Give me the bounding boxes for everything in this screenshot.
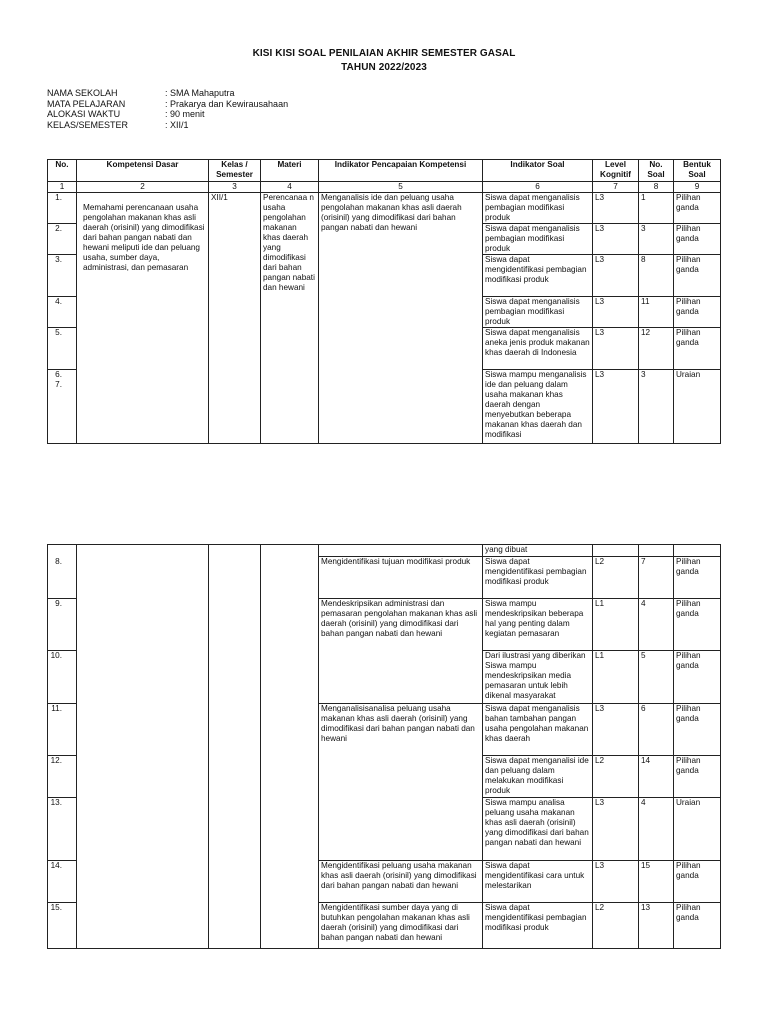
- row-number: 4.: [48, 297, 77, 328]
- no-soal-cell: 3: [639, 370, 674, 444]
- bentuk-soal-cell: Pilihan ganda: [674, 557, 721, 599]
- level-cell: L2: [593, 557, 639, 599]
- indikator-soal-cell: Siswa dapat menganalisis pembagian modifikasi produk: [483, 297, 593, 328]
- level-cell: L3: [593, 328, 639, 370]
- indikator-soal-cell: Siswa dapat menganalisis pembagian modifikasi produk: [483, 224, 593, 255]
- document-info: [47, 88, 288, 130]
- header-ipk: Indikator Pencapaian Kompetensi: [319, 160, 483, 182]
- bentuk-soal-cell: Pilihan ganda: [674, 861, 721, 903]
- info-value: : XII/1: [165, 119, 189, 130]
- no-soal-cell: 8: [639, 255, 674, 297]
- kelas-cell: XII/1: [209, 193, 261, 444]
- table-row: [48, 557, 721, 599]
- materi-cell: [261, 557, 319, 949]
- indikator-soal-cell: Siswa dapat menganalisis aneka jenis produk makanan khas daerah di Indonesia: [483, 328, 593, 370]
- row-number: 1.: [48, 193, 77, 224]
- no-soal-cell: 1: [639, 193, 674, 224]
- row-number: 5.: [48, 328, 77, 370]
- col-number: 8: [639, 182, 674, 193]
- level-cell: L1: [593, 651, 639, 704]
- ipk-cell: Menganalisis ide dan peluang usaha pengolahan makanan khas asli daerah (orisinil) yang dimodifikasi dari bahan pangan nabati dan hewani: [319, 193, 483, 444]
- info-value: : Prakarya dan Kewirausahaan: [165, 98, 289, 109]
- no-soal-cell: 4: [639, 599, 674, 651]
- bentuk-soal-cell: Pilihan ganda: [674, 599, 721, 651]
- bentuk-soal-cell: Uraian: [674, 370, 721, 444]
- col-number: 9: [674, 182, 721, 193]
- header-kelas: Kelas / Semester: [209, 160, 261, 182]
- kompetensi-dasar-cell: Memahami perencanaan usaha pengolahan makanan khas asli daerah (orisinil) yang dimodifikasi dari bahan pangan nabati dan hewani meliputi ide dan peluang usaha, sumber daya, administrasi, dan pemasaran: [77, 193, 209, 444]
- empty-cell: [593, 545, 639, 557]
- indikator-soal-cell: Siswa dapat mengidentifikasi pembagian modifikasi produk: [483, 903, 593, 949]
- row-number: 13.: [48, 798, 77, 861]
- indikator-soal-cell: Siswa mampu analisa peluang usaha makanan khas asli daerah (orisinil) yang dimodifikasi dari bahan pangan nabati dan hewani: [483, 798, 593, 861]
- row-number: 8.: [48, 557, 77, 599]
- continuation-row: [48, 545, 721, 557]
- no-soal-cell: 11: [639, 297, 674, 328]
- info-label: KELAS/SEMESTER: [47, 119, 129, 130]
- row-number: 10.: [48, 651, 77, 704]
- level-cell: L3: [593, 193, 639, 224]
- info-row-class: [47, 120, 288, 131]
- row-number-pair: [48, 370, 77, 444]
- info-label: NAMA SEKOLAH: [47, 88, 118, 98]
- no-soal-cell: 6: [639, 704, 674, 756]
- level-cell: L3: [593, 798, 639, 861]
- level-cell: L1: [593, 599, 639, 651]
- indikator-soal-cell: Siswa dapat menganalisis bahan tambahan pangan usaha pengolahan makanan khas daerah: [483, 704, 593, 756]
- indikator-soal-cell: Siswa dapat mengidentifikasi pembagian modifikasi produk: [483, 557, 593, 599]
- info-value: : SMA Mahaputra: [165, 88, 235, 98]
- grid-table-page2: [47, 544, 721, 949]
- row-number: 15.: [48, 903, 77, 949]
- col-number: 5: [319, 182, 483, 193]
- indikator-soal-continuation: yang dibuat: [483, 545, 593, 557]
- ipk-cell: Menganalisisanalisa peluang usaha makanan khas asli daerah (orisinil) yang dimodifikasi dari bahan pangan nabati dan hewani: [319, 704, 483, 861]
- info-value: : 90 menit: [165, 109, 205, 119]
- header-row: [48, 160, 721, 182]
- bentuk-soal-cell: Pilihan ganda: [674, 193, 721, 224]
- bentuk-soal-cell: Pilihan ganda: [674, 328, 721, 370]
- col-number: 7: [593, 182, 639, 193]
- bentuk-soal-cell: Pilihan ganda: [674, 651, 721, 704]
- grid-table-page1: [47, 159, 721, 444]
- col-number: 2: [77, 182, 209, 193]
- level-cell: L3: [593, 255, 639, 297]
- info-label: ALOKASI WAKTU: [47, 109, 121, 119]
- indikator-soal-cell: Siswa dapat menganalisis pembagian modifikasi produk: [483, 193, 593, 224]
- bentuk-soal-cell: Pilihan ganda: [674, 903, 721, 949]
- bentuk-soal-cell: Pilihan ganda: [674, 297, 721, 328]
- table-row: [48, 193, 721, 224]
- header-no-soal: No. Soal: [639, 160, 674, 182]
- indikator-soal-cell: Siswa mampu menganalisis ide dan peluang dalam usaha makanan khas daerah dengan menyebutkan beberapa makanan khas daerah dan modifikasi: [483, 370, 593, 444]
- info-label: MATA PELAJARAN: [47, 98, 126, 109]
- indikator-soal-cell: Siswa dapat menganalisi ide dan peluang dalam melakukan modifikasi produk: [483, 756, 593, 798]
- bentuk-soal-cell: Pilihan ganda: [674, 224, 721, 255]
- no-soal-cell: 3: [639, 224, 674, 255]
- no-soal-cell: 12: [639, 328, 674, 370]
- header-no: No.: [48, 160, 77, 182]
- empty-cell: [77, 545, 209, 557]
- empty-cell: [674, 545, 721, 557]
- no-soal-cell: 15: [639, 861, 674, 903]
- row-number: 6.: [55, 370, 62, 379]
- no-soal-cell: 5: [639, 651, 674, 704]
- indikator-soal-cell: Siswa dapat mengidentifikasi pembagian modifikasi produk: [483, 255, 593, 297]
- col-number: 3: [209, 182, 261, 193]
- materi-cell: Perencanaa n usaha pengolahan makanan khas daerah yang dimodifikasi dari bahan pangan nabati dan hewani: [261, 193, 319, 444]
- header-level: Level Kognitif: [593, 160, 639, 182]
- bentuk-soal-cell: Pilihan ganda: [674, 704, 721, 756]
- row-number: 7.: [55, 380, 62, 389]
- col-number: 4: [261, 182, 319, 193]
- empty-cell: [319, 545, 483, 557]
- no-soal-cell: 13: [639, 903, 674, 949]
- header-kd: Kompetensi Dasar: [77, 160, 209, 182]
- row-number: 9.: [48, 599, 77, 651]
- level-cell: L2: [593, 903, 639, 949]
- document-title: KISI KISI SOAL PENILAIAN AKHIR SEMESTER GASAL: [252, 48, 516, 59]
- no-soal-cell: 14: [639, 756, 674, 798]
- bentuk-soal-cell: Pilihan ganda: [674, 255, 721, 297]
- ipk-cell: Mengidentifikasi sumber daya yang di butuhkan pengolahan makanan khas asli daerah (orisinil) yang dimodifikasi dari bahan pangan nabati dan hewani: [319, 903, 483, 949]
- level-cell: L2: [593, 756, 639, 798]
- level-cell: L3: [593, 370, 639, 444]
- empty-cell: [261, 545, 319, 557]
- level-cell: L3: [593, 704, 639, 756]
- kompetensi-dasar-cell: [77, 557, 209, 949]
- bentuk-soal-cell: Uraian: [674, 798, 721, 861]
- info-row-subject: [47, 99, 288, 110]
- ipk-cell: Mendeskripsikan administrasi dan pemasaran pengolahan makanan khas asli daerah (orisinil) yang dimodifikasi dari bahan pangan nabati dan hewani: [319, 599, 483, 704]
- no-soal-cell: 4: [639, 798, 674, 861]
- no-soal-cell: 7: [639, 557, 674, 599]
- level-cell: L3: [593, 297, 639, 328]
- row-number: 14.: [48, 861, 77, 903]
- column-number-row: [48, 182, 721, 193]
- row-number: 12.: [48, 756, 77, 798]
- row-number: 3.: [48, 255, 77, 297]
- info-row-time: [47, 109, 288, 120]
- ipk-cell: Mengidentifikasi tujuan modifikasi produk: [319, 557, 483, 599]
- header-indikator-soal: Indikator Soal: [483, 160, 593, 182]
- row-number: 2.: [48, 224, 77, 255]
- empty-cell: [48, 545, 77, 557]
- kelas-cell: [209, 557, 261, 949]
- header-materi: Materi: [261, 160, 319, 182]
- col-number: 1: [48, 182, 77, 193]
- ipk-cell: Mengidentifikasi peluang usaha makanan khas asli daerah (orisinil) yang dimodifikasi dari bahan pangan nabati dan hewani: [319, 861, 483, 903]
- empty-cell: [639, 545, 674, 557]
- empty-cell: [209, 545, 261, 557]
- header-bentuk: Bentuk Soal: [674, 160, 721, 182]
- level-cell: L3: [593, 224, 639, 255]
- bentuk-soal-cell: Pilihan ganda: [674, 756, 721, 798]
- document-year: TAHUN 2022/2023: [341, 62, 427, 73]
- indikator-soal-cell: Siswa dapat mengidentifikasi cara untuk melestarikan: [483, 861, 593, 903]
- indikator-soal-cell: Dari ilustrasi yang diberikan Siswa mampu mendeskripsikan media pemasaran untuk lebih dikenal masyarakat: [483, 651, 593, 704]
- row-number: 11.: [48, 704, 77, 756]
- indikator-soal-cell: Siswa mampu mendeskripsikan beberapa hal yang penting dalam kegiatan pemasaran: [483, 599, 593, 651]
- level-cell: L3: [593, 861, 639, 903]
- info-row-school: [47, 88, 288, 99]
- col-number: 6: [483, 182, 593, 193]
